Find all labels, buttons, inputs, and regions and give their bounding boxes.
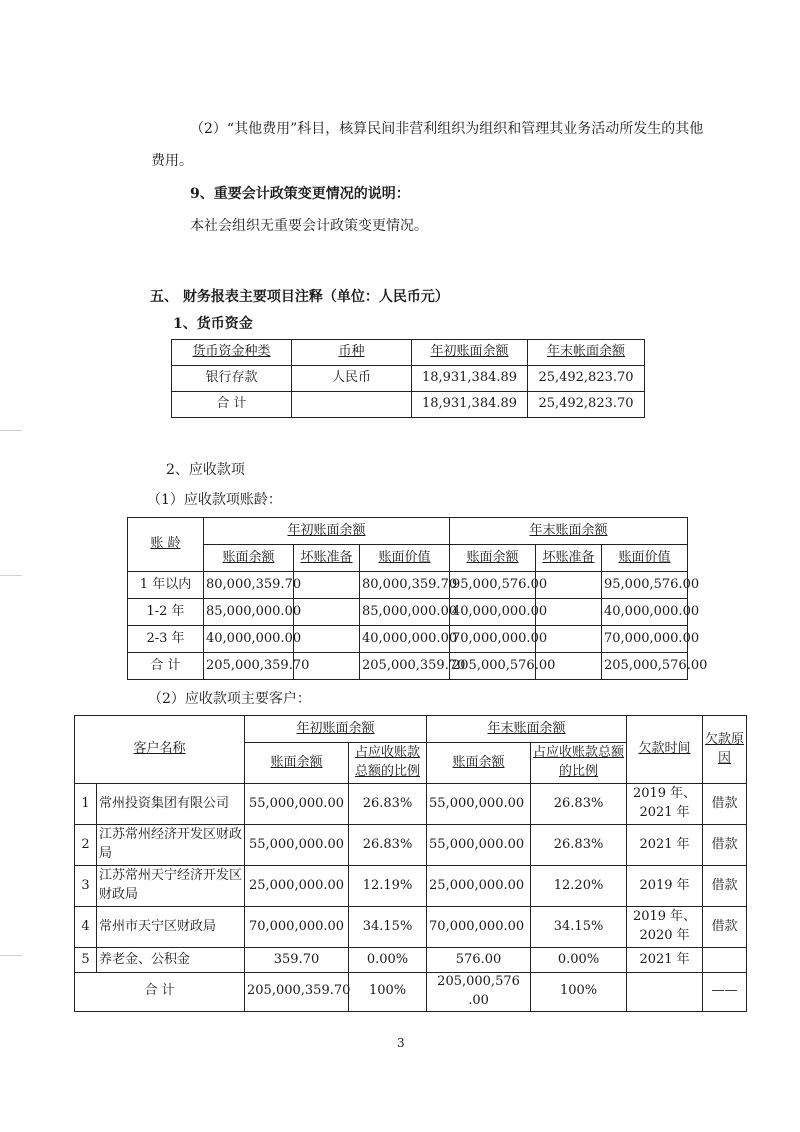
- customers-subheader-begin-balance: 账面余额: [245, 743, 349, 784]
- aging-header-end-group: 年末账面余额: [450, 518, 688, 545]
- table-cell: 0.00%: [531, 948, 627, 973]
- table-row: [128, 599, 688, 626]
- table-cell: 5: [75, 948, 97, 973]
- table-cell: 80,000,359.70: [360, 572, 450, 599]
- paragraph-other-expenses-line1: （2）“其他费用”科目，核算民间非营利组织为组织和管理其业务活动所发生的其他: [190, 121, 704, 137]
- table-cell: 55,000,000.00: [427, 825, 531, 866]
- table-cell: 70,000,000.00: [450, 626, 536, 653]
- customers-header-time: 欠款时间: [627, 716, 703, 784]
- table-cell: 85,000,000.00: [204, 599, 294, 626]
- table-cell: [294, 572, 360, 599]
- table-cell: 0.00%: [349, 948, 427, 973]
- table-cell: 100%: [531, 973, 627, 1012]
- customers-header-begin-group: 年初账面余额: [245, 716, 427, 743]
- subsection-receivables-heading: 2、应收款项: [166, 462, 245, 478]
- table-cell: 借款: [703, 866, 747, 907]
- table-cell: 70,000,000.00: [602, 626, 688, 653]
- aging-subheader: 账面余额: [204, 545, 294, 572]
- customers-heading: （2）应收款项主要客户：: [148, 691, 311, 707]
- customers-subheader-end-balance: 账面余额: [427, 743, 531, 784]
- table-cell: 576.00: [427, 948, 531, 973]
- table-cell: 12.19%: [349, 866, 427, 907]
- section9-heading: 9、重要会计政策变更情况的说明：: [190, 186, 410, 202]
- table-cell: 2: [75, 825, 97, 866]
- table-cell: 205,000,359.70: [360, 653, 450, 680]
- table-cell: 70,000,000.00: [427, 907, 531, 948]
- customers-header-end-group: 年末账面余额: [427, 716, 627, 743]
- table-row: [75, 784, 747, 825]
- table-cell: 85,000,000.00: [360, 599, 450, 626]
- margin-mark: [0, 575, 22, 576]
- table-cell: 银行存款: [172, 366, 292, 392]
- table-row: [128, 626, 688, 653]
- table-cell: 人民币: [292, 366, 412, 392]
- table-cell: 2-3 年: [128, 626, 204, 653]
- table-cell: 205,000,576.00: [450, 653, 536, 680]
- table-cell: 34.15%: [349, 907, 427, 948]
- table-cell: 1: [75, 784, 97, 825]
- table-row-total: [75, 973, 747, 1012]
- table-row: [128, 572, 688, 599]
- aging-header-age: 账 龄: [128, 518, 204, 572]
- page-number: 3: [397, 1036, 405, 1050]
- paragraph-other-expenses-line2: 费用。: [151, 153, 193, 169]
- table-cell: [294, 626, 360, 653]
- table-cell: 55,000,000.00: [245, 825, 349, 866]
- table-cell: 2019 年: [627, 866, 703, 907]
- table-cell: 4: [75, 907, 97, 948]
- customers-subheader-begin-ratio: 占应收账款总额的比例: [349, 743, 427, 784]
- table-cell: 34.15%: [531, 907, 627, 948]
- table-cell: 常州市天宁区财政局: [97, 907, 245, 948]
- cash-header-begin: 年初账面余额: [412, 340, 528, 366]
- table-cell: 40,000,000.00: [360, 626, 450, 653]
- aging-subheader: 账面价值: [360, 545, 450, 572]
- table-cell: 359.70: [245, 948, 349, 973]
- table-cell: 合 计: [75, 973, 245, 1012]
- table-cell: 95,000,576.00: [602, 572, 688, 599]
- cash-header-currency: 币种: [292, 340, 412, 366]
- aging-header-begin-group: 年初账面余额: [204, 518, 450, 545]
- cash-header-type: 货币资金种类: [172, 340, 292, 366]
- table-cell: 55,000,000.00: [427, 784, 531, 825]
- table-cell: 借款: [703, 907, 747, 948]
- table-cell: 18,931,384.89: [412, 366, 528, 392]
- table-cell: [294, 599, 360, 626]
- margin-mark: [0, 955, 22, 956]
- table-row: [75, 825, 747, 866]
- table-cell: 1 年以内: [128, 572, 204, 599]
- table-cell: 205,000,359.70: [245, 973, 349, 1012]
- table-cell: 26.83%: [349, 784, 427, 825]
- table-cell: 合 计: [172, 392, 292, 418]
- table-cell: 26.83%: [531, 784, 627, 825]
- table-cell: 江苏常州经济开发区财政局: [97, 825, 245, 866]
- table-cell: 100%: [349, 973, 427, 1012]
- table-cell: 25,000,000.00: [245, 866, 349, 907]
- table-cell: 40,000,000.00: [450, 599, 536, 626]
- table-row: [75, 907, 747, 948]
- table-cell: 205,000,359.70: [204, 653, 294, 680]
- table-cell: 2021 年: [627, 948, 703, 973]
- table-row: [128, 653, 688, 680]
- section9-body: 本社会组织无重要会计政策变更情况。: [190, 218, 428, 234]
- table-cell: 借款: [703, 825, 747, 866]
- table-cell: 26.83%: [531, 825, 627, 866]
- table-cell: 2019 年、2021 年: [627, 784, 703, 825]
- table-cell: 12.20%: [531, 866, 627, 907]
- table-cell: 205,000,576.00: [602, 653, 688, 680]
- section5-heading: 五、 财务报表主要项目注释（单位：人民币元）: [150, 289, 449, 305]
- table-cell: 常州投资集团有限公司: [97, 784, 245, 825]
- table-cell: 25,492,823.70: [528, 366, 645, 392]
- aging-heading: （1）应收款项账龄：: [147, 492, 282, 508]
- customers-header-reason: 欠款原因: [703, 716, 747, 784]
- table-cell: 25,492,823.70: [528, 392, 645, 418]
- table-cell: ——: [703, 973, 747, 1012]
- table-row: [75, 866, 747, 907]
- table-cell: 205,000,576 .00: [427, 973, 531, 1012]
- table-cell: 3: [75, 866, 97, 907]
- table-cell: 借款: [703, 784, 747, 825]
- table-cell: 40,000,000.00: [602, 599, 688, 626]
- table-cell: 江苏常州天宁经济开发区财政局: [97, 866, 245, 907]
- margin-mark: [0, 430, 22, 431]
- customers-subheader-end-ratio: 占应收账款总额的比例: [531, 743, 627, 784]
- table-cell: 80,000,359.70: [204, 572, 294, 599]
- table-cell: 25,000,000.00: [427, 866, 531, 907]
- table-cell: [292, 392, 412, 418]
- table-cell: 70,000,000.00: [245, 907, 349, 948]
- customers-header-name: 客户名称: [75, 716, 245, 784]
- table-cell: 合 计: [128, 653, 204, 680]
- table-cell: 95,000,576.00: [450, 572, 536, 599]
- table-cell: 40,000,000.00: [204, 626, 294, 653]
- table-cell: 2019 年、2020 年: [627, 907, 703, 948]
- cash-table: [171, 339, 645, 418]
- table-cell: 26.83%: [349, 825, 427, 866]
- aging-subheader: 坏账准备: [536, 545, 602, 572]
- aging-subheader: 坏账准备: [294, 545, 360, 572]
- table-cell: [703, 948, 747, 973]
- table-cell: 18,931,384.89: [412, 392, 528, 418]
- table-row: [75, 948, 747, 973]
- aging-subheader: 账面价值: [602, 545, 688, 572]
- table-cell: 1-2 年: [128, 599, 204, 626]
- table-cell: 养老金、公积金: [97, 948, 245, 973]
- table-row: [172, 392, 645, 418]
- aging-subheader: 账面余额: [450, 545, 536, 572]
- customers-table: [74, 715, 747, 1012]
- cash-header-end: 年末帐面余额: [528, 340, 645, 366]
- table-cell: 55,000,000.00: [245, 784, 349, 825]
- table-cell: [627, 973, 703, 1012]
- aging-table: [127, 517, 708, 680]
- table-row: [172, 366, 645, 392]
- table-cell: 2021 年: [627, 825, 703, 866]
- subsection-cash-heading: 1、货币资金: [173, 316, 253, 332]
